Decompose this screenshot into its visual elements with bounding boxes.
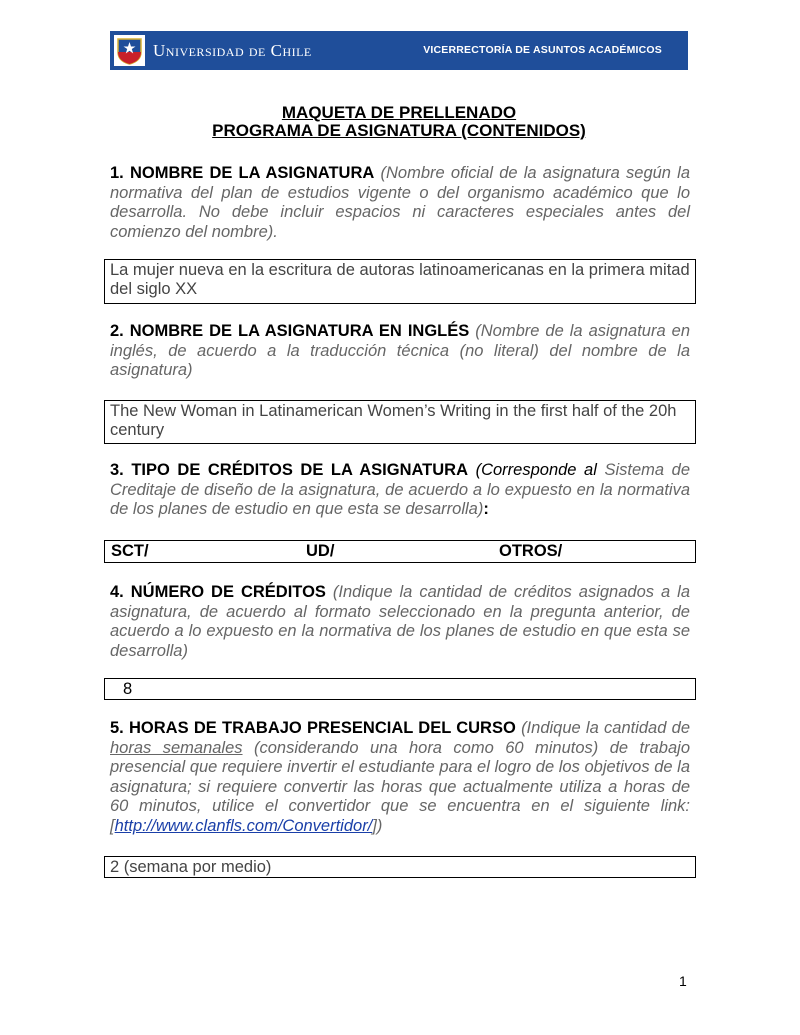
page-number: 1 bbox=[679, 973, 687, 989]
section-1-value: La mujer nueva en la escritura de autoras latinoamericanas en la primera mitad del siglo XX bbox=[110, 261, 690, 298]
section-1-description bbox=[110, 164, 690, 242]
section-5-answer-box[interactable] bbox=[104, 856, 696, 878]
section-5-description bbox=[110, 719, 690, 836]
department-name: VICERRECTORÍA DE ASUNTOS ACADÉMICOS bbox=[423, 44, 662, 56]
section-2-value: The New Woman in Latinamerican Women’s Writing in the first half of the 20h century bbox=[110, 402, 677, 439]
section-3-description bbox=[110, 461, 690, 520]
section-5-heading: 5. HORAS DE TRABAJO PRESENCIAL DEL CURSO bbox=[110, 719, 516, 737]
section-5-instructions-underlined: horas semanales bbox=[110, 738, 243, 757]
section-4-value: 8 bbox=[123, 680, 133, 698]
credit-type-row bbox=[104, 540, 696, 563]
section-5-instructions-b: (considerando una hora como 60 minutos) de trabajo presencial que requiere invertir el estudiante para el logro de los objetivos de la asignatura; si requiere convertir las horas que actualmente utiliza a horas de 60 minutos, utilice el convertidor que se encuentra en el siguiente link: [ bbox=[110, 738, 690, 835]
section-4-answer-box[interactable] bbox=[104, 678, 696, 700]
credit-option-ud[interactable]: UD/ bbox=[306, 542, 335, 560]
section-4-instructions: (Indique la cantidad de créditos asignados a la asignatura, de acuerdo al formato seleccionado en la pregunta anterior, de acuerdo a lo expuesto en la normativa de los planes de estudio en que esta se desarrolla) bbox=[110, 583, 690, 660]
header-banner bbox=[110, 31, 688, 70]
university-seal-icon bbox=[114, 35, 145, 66]
section-4-description bbox=[110, 583, 690, 661]
section-5-instructions-a: (Indique la cantidad de bbox=[521, 719, 690, 737]
section-3-colon: : bbox=[483, 500, 489, 518]
section-2-heading: 2. NOMBRE DE LA ASIGNATURA EN INGLÉS bbox=[110, 322, 470, 340]
section-1-heading: 1. NOMBRE DE LA ASIGNATURA bbox=[110, 164, 375, 182]
document-subtitle: PROGRAMA DE ASIGNATURA (CONTENIDOS) bbox=[212, 121, 586, 140]
section-4-heading: 4. NÚMERO DE CRÉDITOS bbox=[110, 583, 326, 601]
section-3-heading: 3. TIPO DE CRÉDITOS DE LA ASIGNATURA bbox=[110, 461, 469, 479]
credit-option-sct[interactable]: SCT/ bbox=[111, 542, 149, 560]
section-1-answer-box[interactable] bbox=[104, 259, 696, 304]
credit-option-otros[interactable]: OTROS/ bbox=[499, 542, 563, 560]
section-2-instructions: Nombre de la asignatura en inglés, de acuerdo a la traducción técnica (no literal) del nombre de la asignatura) bbox=[110, 322, 691, 379]
section-3-instructions-lead: (Corresponde al bbox=[475, 461, 597, 479]
section-2-description bbox=[110, 322, 690, 381]
section-5-instructions-c: ]) bbox=[372, 816, 383, 835]
section-5-value: 2 (semana por medio) bbox=[110, 858, 272, 876]
section-1-open-paren: ( bbox=[380, 164, 386, 182]
converter-link[interactable]: http://www.clanfls.com/Convertidor/ bbox=[114, 816, 373, 835]
document-title: MAQUETA DE PRELLENADO bbox=[281, 103, 517, 122]
university-name: Universidad de Chile bbox=[153, 41, 312, 60]
section-1-instructions: Nombre oficial de la asignatura según la normativa del plan de estudios vigente o del organismo académico que lo desarrolla. No debe incluir espacios ni caracteres especiales antes del comienzo del nombre). bbox=[110, 164, 690, 241]
section-2-answer-box[interactable] bbox=[104, 400, 696, 444]
section-3-instructions: Sistema de Creditaje de diseño de la asignatura, de acuerdo a lo expuesto en la normativa de los planes de estudio en que esta se desarrolla) bbox=[110, 461, 690, 518]
section-2-open-paren: ( bbox=[475, 322, 481, 340]
